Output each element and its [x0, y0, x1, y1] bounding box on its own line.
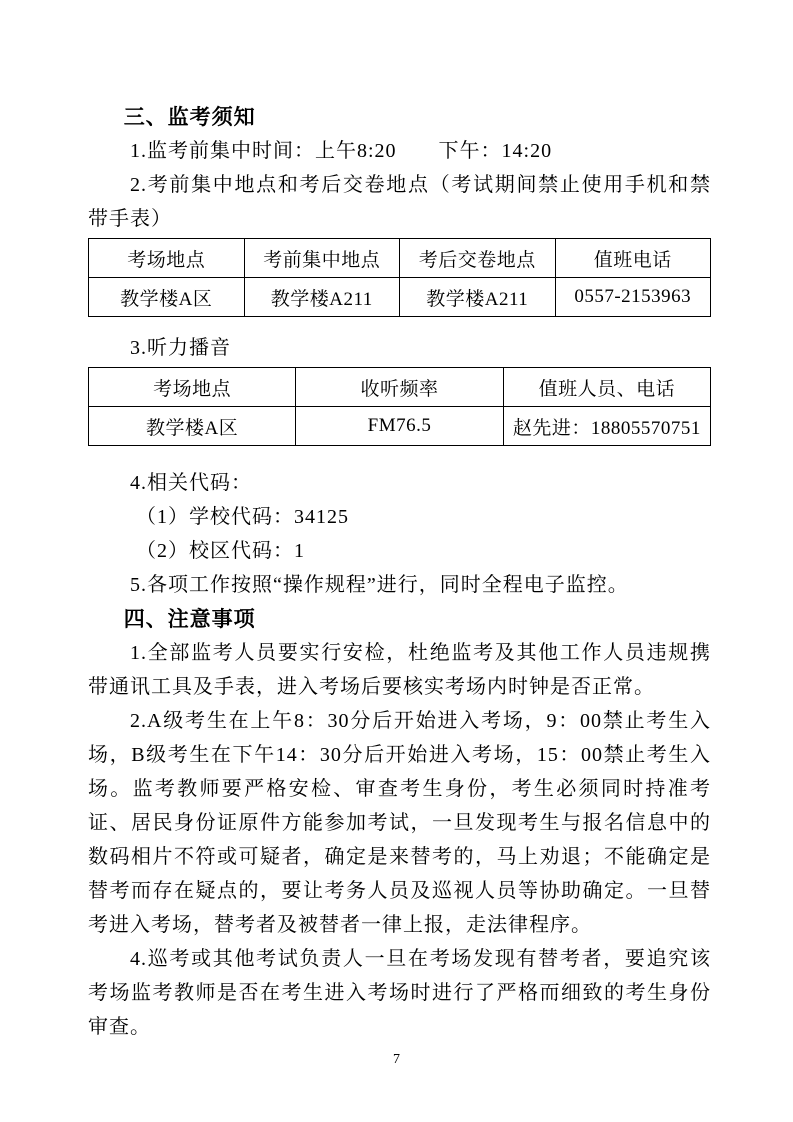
- listening-table: [88, 367, 711, 446]
- page-number: 7: [393, 1052, 400, 1067]
- table-cell: 赵先进：18805570751: [503, 407, 710, 446]
- venue-table-header-row: [89, 239, 711, 278]
- table-cell: 0557-2153963: [555, 278, 711, 317]
- table-header-cell: 考前集中地点: [244, 239, 400, 278]
- notes-paragraph-2: 2.A级考生在上午8：30分后开始进入考场，9：00禁止考生入场，B级考生在下午14：30分后开始进入考场，15：00禁止考生入场。监考教师要严格安检、审查考生身份，考生必须同时持准考证、居民身份证原件方能参加考试，一旦发现考生与报名信息中的数码相片不符或可疑者，确定是来替考的，马上劝退；不能确定是替考而存在疑点的，要让考务人员及巡视人员等协助确定。一旦替考进入考场，替考者及被替者一律上报，走法律程序。: [88, 710, 711, 936]
- table-header-cell: 收听频率: [296, 368, 503, 407]
- school-code-line: （1）学校代码：34125: [136, 506, 349, 528]
- listening-table-data-row: [89, 407, 711, 446]
- document-content: [88, 100, 711, 1044]
- table-header-cell: 考场地点: [89, 368, 296, 407]
- table-cell: 教学楼A211: [244, 278, 400, 317]
- table-header-cell: 值班电话: [555, 239, 711, 278]
- notes-paragraph-4: 4.巡考或其他考试负责人一旦在考场发现有替考者，要追究该考场监考教师是否在考生进入考场时进行了严格而细致的考生身份审查。: [88, 948, 711, 1038]
- location-intro-paragraph: 2.考前集中地点和考后交卷地点（考试期间禁止使用手机和禁带手表）: [88, 174, 711, 230]
- table-header-cell: 值班人员、电话: [503, 368, 710, 407]
- table-header-cell: 考场地点: [89, 239, 245, 278]
- campus-code-line: （2）校区代码：1: [136, 540, 305, 562]
- section-heading-notes: 四、注意事项: [123, 607, 256, 631]
- table-cell: 教学楼A211: [400, 278, 556, 317]
- notes-paragraph-1: 1.全部监考人员要实行安检，杜绝监考及其他工作人员违规携带通讯工具及手表，进入考场后要核实考场内时钟是否正常。: [88, 642, 711, 698]
- venue-table: [88, 238, 711, 317]
- table-cell: 教学楼A区: [89, 278, 245, 317]
- table-cell: 教学楼A区: [89, 407, 296, 446]
- table-cell: FM76.5: [296, 407, 503, 446]
- listening-broadcast-line: 3.听力播音: [130, 337, 231, 359]
- procedure-monitoring-line: 5.各项工作按照“操作规程”进行，同时全程电子监控。: [130, 574, 629, 596]
- section-heading-supervision: 三、监考须知: [123, 105, 256, 129]
- listening-table-header-row: [89, 368, 711, 407]
- table-header-cell: 考后交卷地点: [400, 239, 556, 278]
- meeting-time-line: 1.监考前集中时间：上午8:20 下午：14:20: [130, 140, 553, 162]
- related-codes-line: 4.相关代码：: [130, 472, 252, 494]
- venue-table-data-row: [89, 278, 711, 317]
